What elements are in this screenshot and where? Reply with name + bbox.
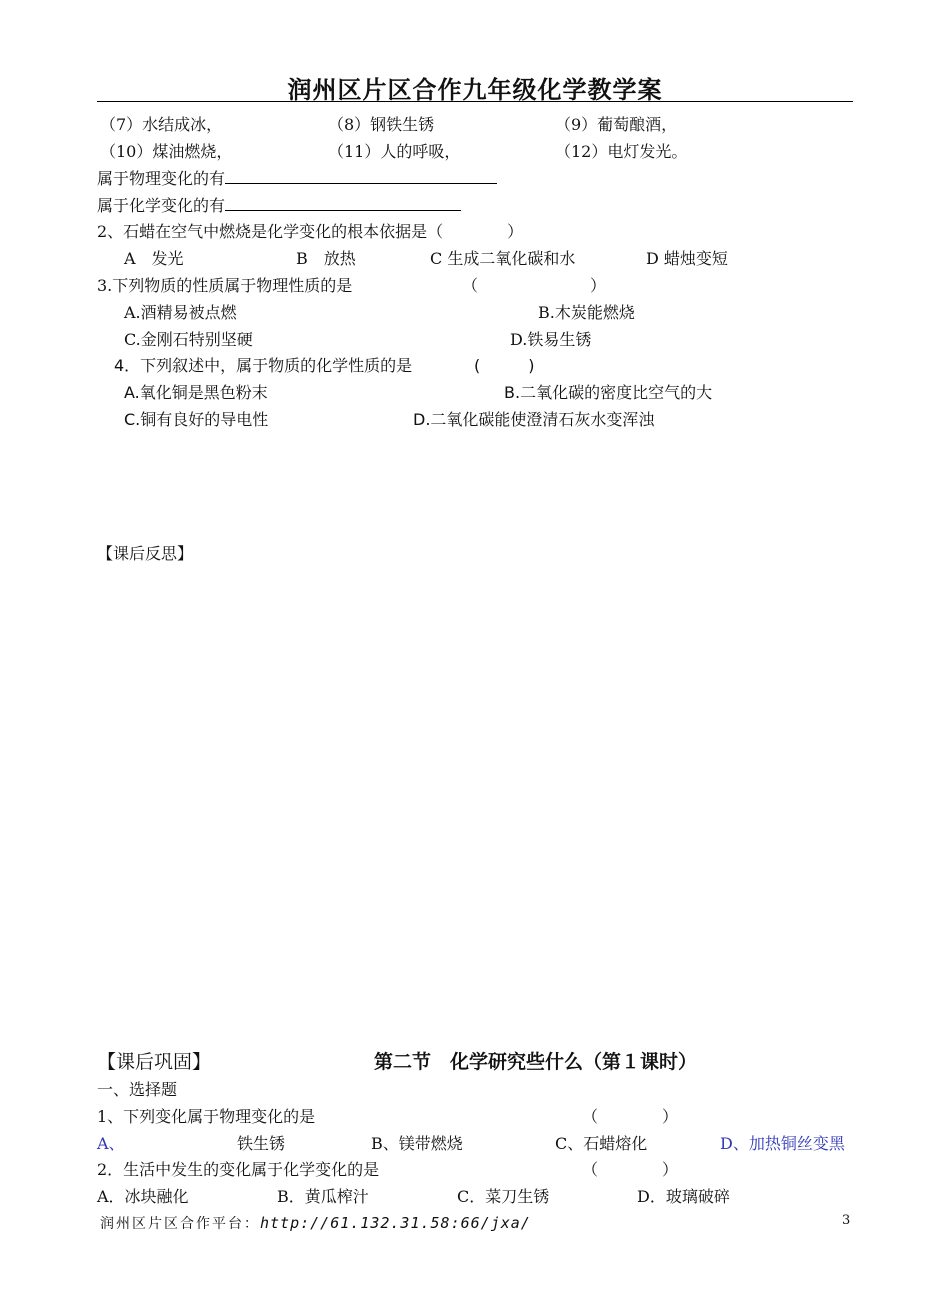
header-rule <box>97 101 853 102</box>
c-q1-stem: 1、下列变化属于物理变化的是 <box>97 1107 316 1126</box>
footer <box>100 1213 531 1233</box>
q3-option-c[interactable]: C.金刚石特别坚硬 <box>124 330 253 349</box>
q2-option-c[interactable]: C 生成二氧化碳和水 <box>430 249 576 268</box>
q3-answer-paren[interactable]: （ ） <box>462 276 607 295</box>
physical-answer-blank[interactable] <box>225 169 497 184</box>
c-q2-option-c[interactable]: C．菜刀生锈 <box>457 1187 550 1206</box>
c-q1-option-d[interactable]: D、加热铜丝变黑 <box>720 1134 845 1153</box>
q3-option-b[interactable]: B.木炭能燃烧 <box>538 303 635 322</box>
item-8: （8）钢铁生锈 <box>328 115 435 134</box>
item-9: （9）葡萄酿酒， <box>555 115 678 134</box>
q3-option-d[interactable]: D.铁易生锈 <box>510 330 592 349</box>
item-7: （7）水结成冰， <box>100 115 223 134</box>
c-q2-option-d[interactable]: D．玻璃破碎 <box>637 1187 730 1206</box>
q4-option-a[interactable]: A.氧化铜是黑色粉末 <box>124 383 268 402</box>
q4-option-d[interactable]: D.二氧化碳能使澄清石灰水变浑浊 <box>413 410 655 429</box>
physical-change-line <box>97 166 497 189</box>
c-q1-option-a-label[interactable]: A、 <box>97 1134 125 1153</box>
c-q1-answer-paren[interactable]: （ ） <box>582 1107 679 1126</box>
chemical-change-line <box>97 193 461 216</box>
consolidation-label: 【课后巩固】 <box>97 1051 212 1073</box>
footer-url[interactable]: http://61.132.31.58:66/jxa/ <box>260 1214 531 1232</box>
q3-stem: 3.下列物质的性质属于物理性质的是 <box>97 276 353 295</box>
chemical-answer-blank[interactable] <box>225 196 461 211</box>
item-12: （12）电灯发光。 <box>555 142 688 161</box>
c-q2-stem: 2．生活中发生的变化属于化学变化的是 <box>97 1160 380 1179</box>
reflection-label: 【课后反思】 <box>97 544 194 563</box>
c-q2-option-a[interactable]: A．冰块融化 <box>97 1187 189 1206</box>
physical-change-label: 属于物理变化的有 <box>97 169 226 188</box>
q2-stem: 2、石蜡在空气中燃烧是化学变化的根本依据是（ ） <box>97 222 524 241</box>
q2-option-d[interactable]: D 蜡烛变短 <box>646 249 728 268</box>
page-number: 3 <box>842 1213 851 1228</box>
c-q2-answer-paren[interactable]: （ ） <box>582 1160 679 1179</box>
q4-option-c[interactable]: C.铜有良好的导电性 <box>124 410 269 429</box>
section-heading: 第二节 化学研究些什么（第１课时） <box>374 1051 698 1073</box>
q3-option-a[interactable]: A.酒精易被点燃 <box>124 303 237 322</box>
c-q1-option-a-text[interactable]: 铁生锈 <box>237 1134 286 1153</box>
c-q2-option-b[interactable]: B．黄瓜榨汁 <box>277 1187 369 1206</box>
c-q1-option-b[interactable]: B、镁带燃烧 <box>371 1134 463 1153</box>
choice-section-title: 一、选择题 <box>97 1080 178 1099</box>
item-11: （11）人的呼吸， <box>328 142 461 161</box>
chemical-change-label: 属于化学变化的有 <box>97 196 226 215</box>
footer-label: 润州区片区合作平台： <box>100 1216 260 1232</box>
q2-option-b[interactable]: B 放热 <box>296 249 356 268</box>
q4-answer-paren[interactable]: ( ) <box>474 356 535 375</box>
c-q1-option-c[interactable]: C、石蜡熔化 <box>555 1134 648 1153</box>
item-10: （10）煤油燃烧， <box>100 142 233 161</box>
q4-option-b[interactable]: B.二氧化碳的密度比空气的大 <box>504 383 713 402</box>
page-title: 润州区片区合作九年级化学教学案 <box>287 76 663 104</box>
q4-stem: 4．下列叙述中，属于物质的化学性质的是 <box>114 356 413 375</box>
q2-option-a[interactable]: A 发光 <box>124 249 184 268</box>
